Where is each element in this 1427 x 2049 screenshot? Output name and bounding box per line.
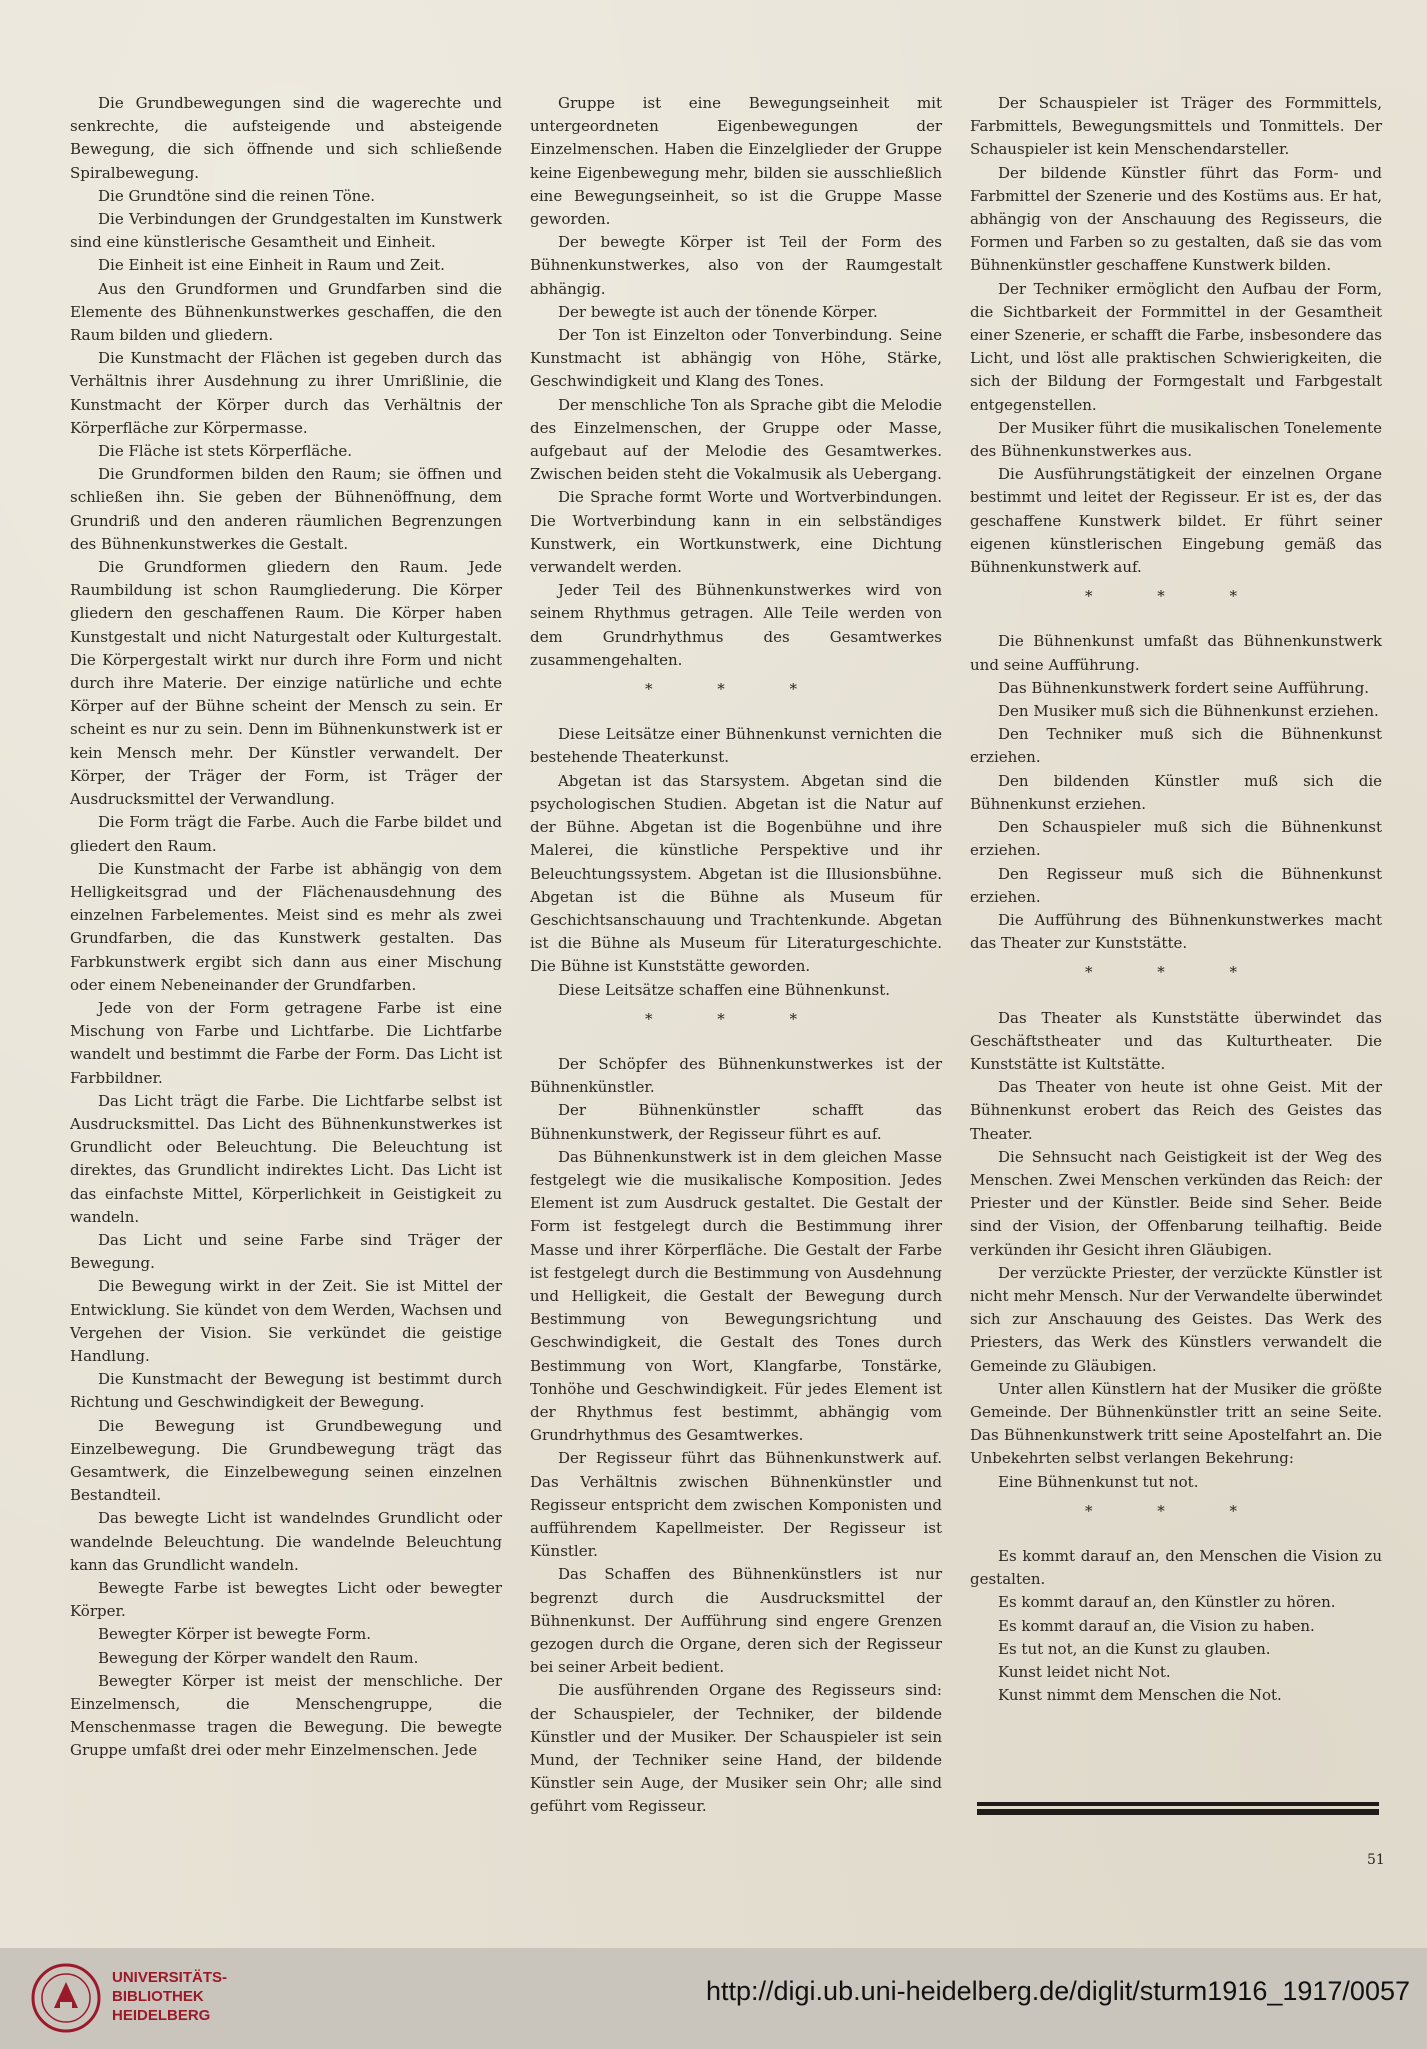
paragraph: Die Fläche ist stets Körperfläche. — [98, 442, 353, 461]
paragraph: Der Schauspieler ist Träger des Formmittels, Farbmittels, Bewegungsmittels und Tonmittels. Der Schauspieler ist kein Menschendarsteller. — [970, 94, 1382, 159]
paragraph: Das Theater als Kunststätte überwindet das Geschäftstheater und das Kulturtheater. Die Kunststätte ist Kultstätte. — [970, 1008, 1382, 1073]
paragraph: Aus den Grundformen und Grundfarben sind die Elemente des Bühnenkunstwerkes geschaffen, die den Raum bilden und gliedern. — [70, 279, 502, 345]
paragraph: Die Bewegung wirkt in der Zeit. Sie ist Mittel der Entwicklung. Sie kündet von dem Werden, Wachsen und Vergehen der Vision. Sie verkündet die geistige Handlung. — [70, 1277, 502, 1365]
paragraph: Das Schaffen des Bühnenkünstlers ist nur begrenzt durch die Ausdrucksmittel der Bühnenkunst. Der Aufführung sind engere Grenzen gezogen durch die Organe, deren sich der Regisseur bei seiner Arbeit bedient. — [530, 1565, 942, 1677]
paragraph: Abgetan ist das Starsystem. Abgetan sind die psychologischen Studien. Abgetan ist die Natur auf der Bühne. Abgetan ist die Bogenbühne und ihre Malerei, die künstliche Perspektive und ihr Beleuchtungssystem. Abgetan ist die Illusionsbühne. Abgetan ist die Bühne als Museum für Geschichtsanschauung und Trachtenkunde. Abgetan ist die Bühne als Museum für Literaturgeschichte. Die Bühne ist Kunststätte geworden. — [530, 771, 942, 976]
paragraph: Es kommt darauf an, den Menschen die Vision zu gestalten. — [970, 1546, 1382, 1589]
paragraph: Eine Bühnenkunst tut not. — [998, 1472, 1199, 1491]
paragraph: Bewegung der Körper wandelt den Raum. — [98, 1648, 419, 1667]
paragraph: Bewegte Farbe ist bewegtes Licht oder bewegter Körper. — [70, 1579, 502, 1621]
paragraph: Den Musiker muß sich die Bühnenkunst erziehen. — [998, 702, 1379, 721]
paragraph: Die Ausführungstätigkeit der einzelnen Organe bestimmt und leitet der Regisseur. Er ist es, der das geschaffene Kunstwerk bildet. Er führt seiner eigenen künstlerischen Eingebung gemäß das Bühnenkunstwerk auf. — [970, 465, 1382, 577]
text-column-3 — [970, 92, 1382, 1707]
section-separator: * * * — [1084, 1501, 1268, 1520]
section-separator: * * * — [644, 680, 828, 699]
paragraph: Bewegter Körper ist bewegte Form. — [98, 1625, 372, 1644]
paragraph: Es tut not, an die Kunst zu glauben. — [998, 1639, 1271, 1658]
paragraph: Unter allen Künstlern hat der Musiker die größte Gemeinde. Der Bühnenkünstler tritt an seine Seite. Das Bühnenkunstwerk tritt seine Apostelfahrt an. Die Unbekehrten selbst verlangen Bekehrung: — [970, 1379, 1382, 1468]
paragraph: Der Schöpfer des Bühnenkunstwerkes ist der Bühnenkünstler. — [530, 1054, 942, 1097]
paragraph: Das Licht und seine Farbe sind Träger der Bewegung. — [70, 1230, 502, 1273]
page-number: 51 — [1367, 1852, 1385, 1868]
paragraph: Der Regisseur führt das Bühnenkunstwerk auf. Das Verhältnis zwischen Bühnenkünstler und Regisseur entspricht dem zwischen Komponisten und aufführendem Kapellmeister. Der Regisseur ist Künstler. — [530, 1449, 942, 1561]
section-separator: * * * — [1084, 587, 1268, 606]
paragraph: Der Techniker ermöglicht den Aufbau der Form, die Sichtbarkeit der Formmittel in der Gesamtheit einer Szenerie, er schafft die Farbe, insbesondere das Licht, und löst alle praktischen Schwierigkeiten, die sich der Bildung der Formgestalt und Farbgestalt entgegenstellen. — [970, 279, 1382, 414]
paragraph: Das Licht trägt die Farbe. Die Lichtfarbe selbst ist Ausdrucksmittel. Das Licht des Bühnenkunstwerkes ist Grundlicht oder Beleuchtung. Die Beleuchtung ist direktes, das Grundlicht indirektes Licht. Das Licht ist das einfachste Mittel, Körperlichkeit in Geistigkeit zu wandeln. — [70, 1091, 502, 1226]
paragraph: Den bildenden Künstler muß sich die Bühnenkunst erziehen. — [970, 771, 1382, 813]
paragraph: Die Bühnenkunst umfaßt das Bühnenkunstwerk und seine Aufführung. — [970, 632, 1382, 674]
paragraph: Das Bühnenkunstwerk ist in dem gleichen Masse festgelegt wie die musikalische Komposition. Jedes Element ist zum Ausdruck gestaltet. Die Gestalt der Form ist festgelegt durch die Bestimmung ihrer Masse und ihrer Körperfläche. Die Gestalt der Farbe ist festgelegt durch die Bestimmung von Ausdehnung und Helligkeit, die Gestalt der Bewegung durch Bestimmung von Bewegungsrichtung und Geschwindigkeit, die Gestalt des Tones durch Bestimmung von Wort, Klangfarbe, Tonstärke, Tonhöhe und Geschwindigkeit. Für jedes Element ist der Rhythmus fest bestimmt, abhängig vom Grundrhythmus des Gesamtwerkes. — [530, 1147, 942, 1445]
paragraph: Die Verbindungen der Grundgestalten im Kunstwerk sind eine künstlerische Gesamtheit und Einheit. — [70, 210, 502, 252]
library-footer — [0, 1948, 1427, 2049]
paragraph: Die Kunstmacht der Flächen ist gegeben durch das Verhältnis ihrer Ausdehnung zu ihrer Umrißlinie, die Kunstmacht der Körper durch das Verhältnis der Körperfläche zur Körpermasse. — [70, 349, 502, 437]
university-seal-icon — [30, 1962, 102, 2034]
paragraph: Der bildende Künstler führt das Form- und Farbmittel der Szenerie und des Kostüms aus. Er hat, abhängig von der Anschauung des Regisseurs, die Formen und Farben so zu gestalten, daß sie das vom Bühnenkünstler geschaffene Kunstwerk bilden. — [970, 163, 1382, 275]
paragraph: Die Grundformen gliedern den Raum. Jede Raumbildung ist schon Raumgliederung. Die Körper gliedern den geschaffenen Raum. Die Körper haben Kunstgestalt und nicht Naturgestalt oder Kulturgestalt. Die Körpergestalt wirkt nur durch ihre Form und nicht durch ihre Materie. Der einzige natürliche und echte Körper auf der Bühne scheint der Mensch zu sein. Er scheint es nur zu sein. Denn im Bühnenkunstwerk ist er kein Mensch mehr. Der Künstler verwandelt. Der Körper, der Träger der Form, ist Träger der Ausdrucksmittel der Verwandlung. — [70, 558, 502, 809]
paragraph: Der verzückte Priester, der verzückte Künstler ist nicht mehr Mensch. Nur der Verwandelte überwindet sich zur Anschauung des Geistes. Das Werk des Priesters, das Werk des Künstlers verwandelt die Gemeinde zu Gläubigen. — [970, 1263, 1382, 1375]
text-column-2 — [530, 92, 942, 1819]
paragraph: Das Theater von heute ist ohne Geist. Mit der Bühnenkunst erobert das Reich des Geistes das Theater. — [970, 1078, 1382, 1143]
paragraph: Jeder Teil des Bühnenkunstwerkes wird von seinem Rhythmus getragen. Alle Teile werden von dem Grundrhythmus des Gesamtwerkes zusammengehalten. — [530, 581, 942, 669]
paragraph: Die Kunstmacht der Bewegung ist bestimmt durch Richtung und Geschwindigkeit der Bewegung. — [70, 1370, 502, 1412]
paragraph: Diese Leitsätze schaffen eine Bühnenkunst. — [558, 980, 891, 999]
paragraph: Jede von der Form getragene Farbe ist eine Mischung von Farbe und Lichtfarbe. Die Lichtfarbe wandelt und bestimmt die Farbe der Form. Das Licht ist Farbbildner. — [70, 998, 502, 1087]
paragraph: Die Sprache formt Worte und Wortverbindungen. Die Wortverbindung kann in ein selbständiges Kunstwerk, ein Wortkunstwerk, eine Dichtung verwandelt werden. — [530, 488, 942, 577]
section-separator: * * * — [1084, 963, 1268, 982]
paragraph: Der bewegte ist auch der tönende Körper. — [558, 302, 878, 321]
paragraph: Kunst leidet nicht Not. — [998, 1663, 1171, 1681]
paragraph: Die Grundformen bilden den Raum; sie öffnen und schließen ihn. Sie geben der Bühnenöffnung, dem Grundriß und den anderen räumlichen Begrenzungen des Bühnenkunstwerkes die Gestalt. — [70, 465, 502, 553]
paragraph: Der menschliche Ton als Sprache gibt die Melodie des Einzelmenschen, der Gruppe oder Masse, aufgebaut auf der Melodie des Gesamtwerkes. Zwischen beiden steht die Vokalmusik als Uebergang. — [530, 395, 942, 484]
library-name-line-3: HEIDELBERG — [112, 2007, 211, 2024]
paragraph: Die ausführenden Organe des Regisseurs sind: der Schauspieler, der Techniker, der bildende Künstler und der Musiker. Der Schauspieler ist sein Mund, der Techniker seine Hand, der bildende Künstler sein Auge, der Musiker sein Ohr; alle sind geführt vom Regisseur. — [530, 1681, 942, 1816]
paragraph: Kunst nimmt dem Menschen die Not. — [998, 1686, 1282, 1705]
paragraph: Gruppe ist eine Bewegungseinheit mit untergeordneten Eigenbewegungen der Einzelmenschen. Haben die Einzelglieder der Gruppe keine Eigenbewegung mehr, bilden sie ausschließlich eine Bewegungseinheit, so ist die Gruppe Masse geworden. — [530, 94, 942, 229]
paragraph: Die Form trägt die Farbe. Auch die Farbe bildet und gliedert den Raum. — [70, 813, 502, 855]
paragraph: Die Grundtöne sind die reinen Töne. — [98, 186, 376, 205]
paragraph: Der Musiker führt die musikalischen Tonelemente des Bühnenkunstwerkes aus. — [970, 418, 1382, 461]
library-name-line-1: UNIVERSITÄTS- — [112, 1969, 228, 1986]
section-separator: * * * — [644, 1009, 828, 1028]
text-column-1 — [70, 92, 502, 1763]
paragraph: Diese Leitsätze einer Bühnenkunst vernichten die bestehende Theaterkunst. — [530, 725, 942, 767]
paragraph: Die Aufführung des Bühnenkunstwerkes macht das Theater zur Kunststätte. — [970, 910, 1382, 953]
paragraph: Bewegter Körper ist meist der menschliche. Der Einzelmensch, die Menschengruppe, die Menschenmasse tragen die Bewegung. Die bewegte Gruppe umfaßt drei oder mehr Einzelmenschen. Jede — [70, 1671, 502, 1760]
paragraph: Das Bühnenkunstwerk fordert seine Aufführung. — [998, 678, 1370, 697]
paragraph: Der bewegte Körper ist Teil der Form des Bühnenkunstwerkes, also von der Raumgestalt abhängig. — [530, 233, 942, 298]
paragraph: Die Einheit ist eine Einheit in Raum und Zeit. — [98, 256, 445, 275]
paragraph: Den Regisseur muß sich die Bühnenkunst erziehen. — [970, 864, 1382, 906]
paragraph: Den Schauspieler muß sich die Bühnenkunst erziehen. — [970, 818, 1382, 860]
paragraph: Die Grundbewegungen sind die wagerechte und senkrechte, die aufsteigende und absteigende Bewegung, die sich öffnende und sich schließende Spiralbewegung. — [70, 94, 502, 182]
paragraph: Es kommt darauf an, den Künstler zu hören. — [998, 1593, 1336, 1612]
end-rule — [977, 1802, 1379, 1815]
paragraph: Die Bewegung ist Grundbewegung und Einzelbewegung. Die Grundbewegung trägt das Gesamtwerk, die Einzelbewegung seinen einzelnen Bestandteil. — [70, 1416, 502, 1505]
paragraph: Den Techniker muß sich die Bühnenkunst erziehen. — [970, 725, 1382, 767]
paragraph: Die Sehnsucht nach Geistigkeit ist der Weg des Menschen. Zwei Menschen verkünden das Reich: der Priester und der Künstler. Beide sind Seher. Beide sind der Vision, der Offenbarung teilhaftig. Beide verkünden ihr Gesicht ihren Gläubigen. — [970, 1147, 1382, 1259]
library-name — [112, 1968, 227, 2025]
paragraph: Der Ton ist Einzelton oder Tonverbindung. Seine Kunstmacht ist abhängig von Höhe, Stärke, Geschwindigkeit und Klang des Tones. — [530, 326, 942, 391]
paragraph: Die Kunstmacht der Farbe ist abhängig von dem Helligkeitsgrad und der Flächenausdehnung des einzelnen Farbelementes. Meist sind es mehr als zwei Grundfarben, die das Kunstwerk gestalten. Das Farbkunstwerk ergibt sich dann aus einer Mischung oder einem Nebeneinander der Grundfarben. — [70, 859, 502, 994]
paragraph: Das bewegte Licht ist wandelndes Grundlicht oder wandelnde Beleuchtung. Die wandelnde Beleuchtung kann das Grundlicht wandeln. — [70, 1509, 502, 1574]
paragraph: Der Bühnenkünstler schafft das Bühnenkunstwerk, der Regisseur führt es auf. — [530, 1101, 942, 1143]
paragraph: Es kommt darauf an, die Vision zu haben. — [998, 1616, 1315, 1635]
source-url[interactable]: http://digi.ub.uni-heidelberg.de/diglit/sturm1916_1917/0057 — [705, 1976, 1410, 2006]
library-name-line-2: BIBLIOTHEK — [112, 1988, 204, 2005]
